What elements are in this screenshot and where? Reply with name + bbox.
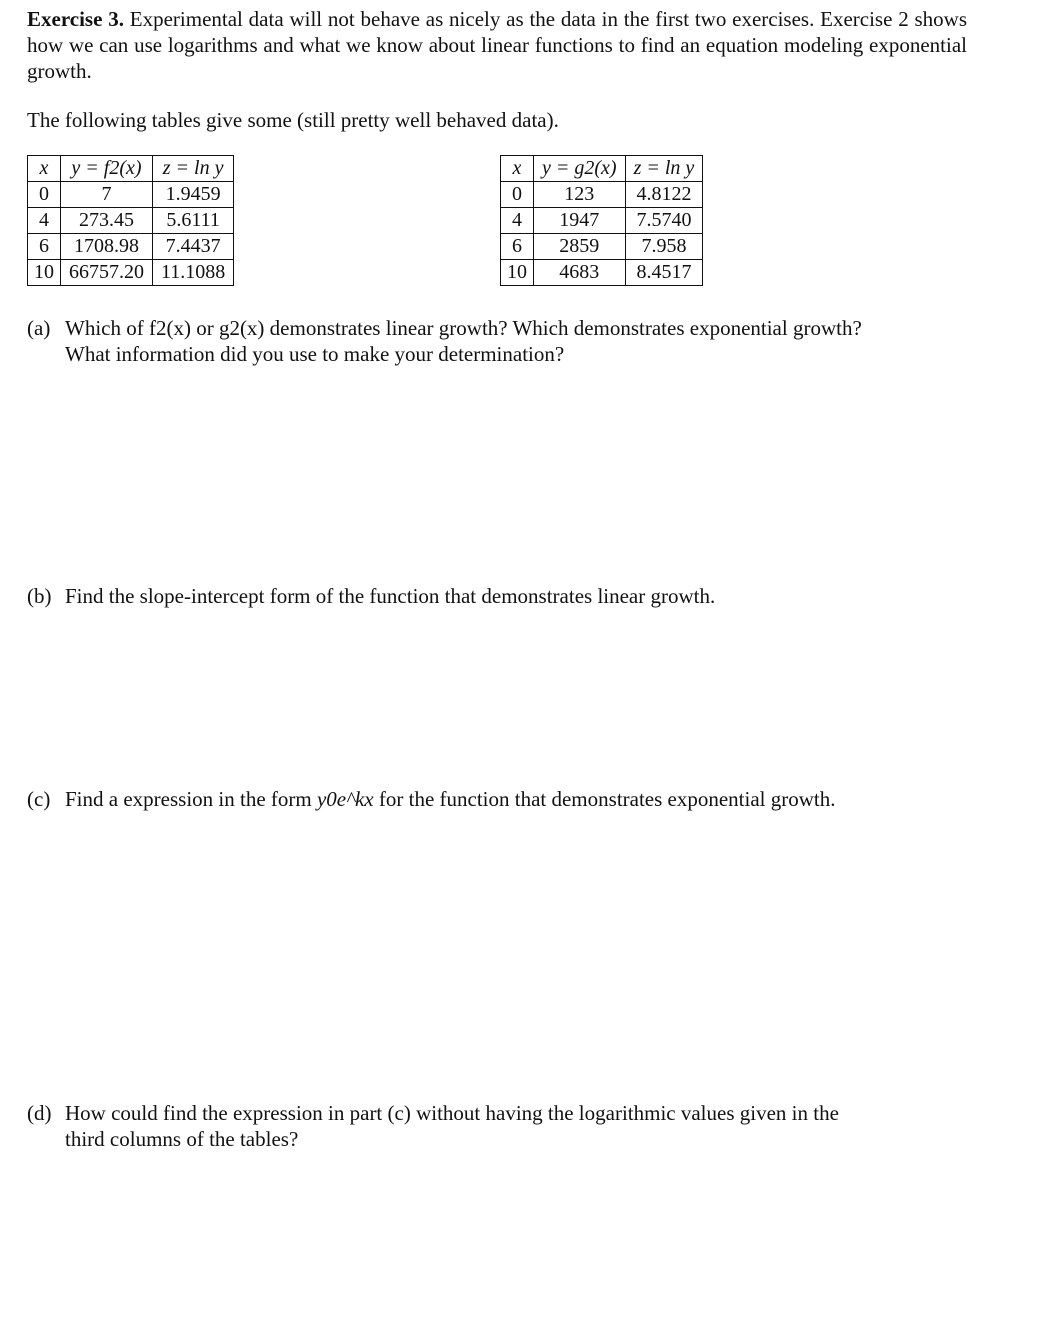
table-header-x: x (28, 156, 61, 182)
question-label: (d) (27, 1101, 52, 1125)
table-header-z: z = ln y (153, 156, 234, 182)
exponential-formula: y0e^kx (316, 787, 374, 811)
question-d (27, 1100, 972, 1152)
question-text: Which of f2(x) or g2(x) demonstrates linear growth? Which demonstrates exponential growth? (65, 316, 862, 340)
table-cell: 10 (501, 260, 534, 286)
question-text: Find the slope-intercept form of the function that demonstrates linear growth. (65, 584, 716, 608)
table-cell: 123 (534, 182, 626, 208)
question-label: (b) (27, 584, 52, 608)
table-cell: 4 (28, 208, 61, 234)
table-cell: 2859 (534, 234, 626, 260)
table-cell: 7.5740 (625, 208, 703, 234)
question-text-continued: third columns of the tables? (65, 1127, 299, 1151)
table-row (501, 234, 703, 260)
table-cell: 5.6111 (153, 208, 234, 234)
table-header-y: y = f2(x) (61, 156, 153, 182)
table-cell: 1.9459 (153, 182, 234, 208)
table-g2 (500, 155, 703, 286)
table-cell: 7.958 (625, 234, 703, 260)
exercise-intro (27, 6, 967, 84)
table-header-z: z = ln y (625, 156, 703, 182)
exercise-heading: Exercise 3. (27, 7, 124, 31)
table-f2 (27, 155, 234, 286)
table-row (28, 260, 234, 286)
question-a (27, 315, 972, 367)
table-row (28, 208, 234, 234)
table-cell: 10 (28, 260, 61, 286)
table-cell: 6 (28, 234, 61, 260)
table-cell: 0 (28, 182, 61, 208)
table-cell: 7 (61, 182, 153, 208)
table-cell: 6 (501, 234, 534, 260)
tables-intro: The following tables give some (still pretty well behaved data). (27, 108, 559, 132)
question-text: Find a expression in the form (65, 787, 312, 811)
question-text-after: for the function that demonstrates exponential growth. (378, 787, 836, 811)
table-cell: 4 (501, 208, 534, 234)
table-cell: 0 (501, 182, 534, 208)
table-row (501, 182, 703, 208)
question-b (27, 583, 972, 609)
table-cell: 7.4437 (153, 234, 234, 260)
table-row (28, 234, 234, 260)
question-label: (c) (27, 787, 51, 811)
table-row (501, 208, 703, 234)
table-header-x: x (501, 156, 534, 182)
table-cell: 8.4517 (625, 260, 703, 286)
table-cell: 1708.98 (61, 234, 153, 260)
table-row (28, 182, 234, 208)
table-row (501, 260, 703, 286)
table-cell: 11.1088 (153, 260, 234, 286)
table-cell: 4683 (534, 260, 626, 286)
table-header-row (501, 156, 703, 182)
table-cell: 66757.20 (61, 260, 153, 286)
exercise-intro-text: Experimental data will not behave as nicely as the data in the first two exercises. Exercise 2 shows how we can use logarithms and what we know about linear functions to find an equation modeling exponential growth. (27, 7, 968, 83)
question-c (27, 786, 972, 812)
question-text: How could find the expression in part (c) without having the logarithmic values given in the (65, 1101, 839, 1125)
table-header-y: y = g2(x) (534, 156, 626, 182)
table-cell: 1947 (534, 208, 626, 234)
question-label: (a) (27, 316, 51, 340)
table-cell: 273.45 (61, 208, 153, 234)
question-text-continued: What information did you use to make your determination? (65, 342, 565, 366)
table-header-row (28, 156, 234, 182)
table-cell: 4.8122 (625, 182, 703, 208)
